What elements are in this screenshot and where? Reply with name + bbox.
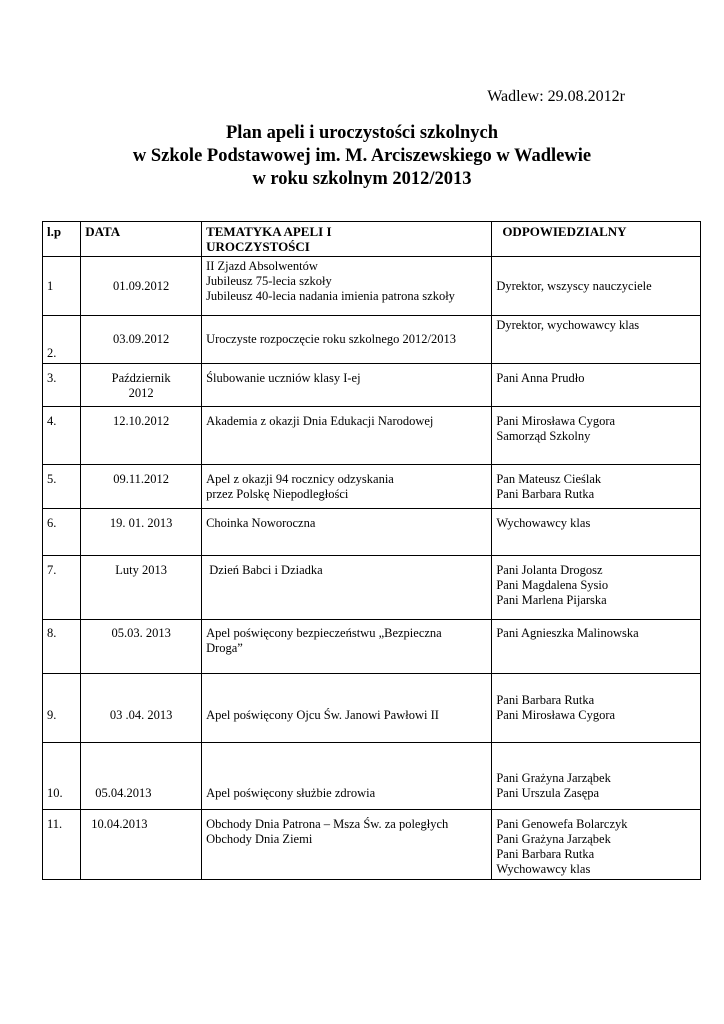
topic-line: Apel poświęcony służbie zdrowia <box>206 786 376 800</box>
cell-date <box>81 620 202 674</box>
cell-topic <box>202 509 492 556</box>
topic-line: Jubileusz 75-lecia szkoły <box>206 274 332 288</box>
topic-line: Droga” <box>206 641 243 655</box>
cell-lp: 7. <box>43 556 81 620</box>
cell-lp: 3. <box>43 364 81 407</box>
cell-topic <box>202 257 492 316</box>
cell-responsible <box>492 743 701 810</box>
responsible-line: Pani Genowefa Bolarczyk <box>496 817 628 831</box>
cell-date <box>81 743 202 810</box>
date-line: 09.11.2012 <box>113 472 170 486</box>
responsible-line: Wychowawcy klas <box>496 862 591 876</box>
header-responsible: ODPOWIEDZIALNY <box>492 222 701 257</box>
responsible-line: Pani Urszula Zasępa <box>496 786 600 800</box>
cell-topic <box>202 316 492 364</box>
events-table <box>42 221 701 880</box>
cell-lp: 2. <box>43 316 81 364</box>
date-line: 03 .04. 2013 <box>109 707 173 722</box>
date-line: 12.10.2012 <box>113 414 170 428</box>
table-row <box>43 620 701 674</box>
title-line: Plan apeli i uroczystości szkolnych <box>225 123 499 143</box>
date-line: 10.04.2013 <box>91 817 148 831</box>
cell-topic <box>202 407 492 465</box>
responsible-line: Pani Grażyna Jarząbek <box>496 832 611 846</box>
date-line: Luty 2013 <box>115 563 167 577</box>
cell-responsible <box>492 556 701 620</box>
topic-line: przez Polskę Niepodległości <box>206 487 349 501</box>
cell-responsible <box>492 509 701 556</box>
cell-date <box>81 509 202 556</box>
responsible-line: Pani Barbara Rutka <box>496 847 595 861</box>
responsible-line: Pani Mirosława Cygora <box>496 414 616 428</box>
topic-line: Uroczyste rozpoczęcie roku szkolnego 2012/2013 <box>206 332 456 346</box>
table-row <box>43 407 701 465</box>
date-line: 2012 <box>128 386 154 400</box>
table-row <box>43 674 701 743</box>
responsible-line: Pani Barbara Rutka <box>496 487 595 501</box>
cell-lp: 6. <box>43 509 81 556</box>
responsible-line: Wychowawcy klas <box>496 516 591 530</box>
table-row <box>43 465 701 509</box>
header-topic <box>202 222 492 257</box>
responsible-line: Pani Barbara Rutka <box>496 693 595 707</box>
cell-responsible <box>492 364 701 407</box>
date-line: 05.03. 2013 <box>111 626 171 640</box>
cell-topic <box>202 810 492 880</box>
cell-lp: 4. <box>43 407 81 465</box>
topic-line: Akademia z okazji Dnia Edukacji Narodowej <box>206 414 434 428</box>
date-line: 01.09.2012 <box>113 278 170 293</box>
responsible-line: Pani Grażyna Jarząbek <box>496 771 611 785</box>
responsible-line: Samorząd Szkolny <box>496 429 591 443</box>
table-row <box>43 316 701 364</box>
date-line: 03.09.2012 <box>113 332 170 346</box>
title-line: w Szkole Podstawowej im. M. Arciszewskiego w Wadlewie <box>132 146 592 166</box>
responsible-line: Pani Agnieszka Malinowska <box>496 626 639 640</box>
cell-date <box>81 257 202 316</box>
responsible-line: Dyrektor, wychowawcy klas <box>496 318 640 332</box>
topic-line: Apel poświęcony Ojcu Św. Janowi Pawłowi II <box>206 707 439 722</box>
cell-topic <box>202 674 492 743</box>
table-row <box>43 509 701 556</box>
table-row <box>43 810 701 880</box>
responsible-line: Dyrektor, wszyscy nauczyciele <box>496 278 652 293</box>
header-lp: l.p <box>43 222 81 257</box>
cell-date <box>81 556 202 620</box>
topic-line: Apel poświęcony bezpieczeństwu „Bezpieczna <box>206 626 442 640</box>
topic-line: II Zjazd Absolwentów <box>206 259 318 273</box>
date-line: 19. 01. 2013 <box>109 516 173 530</box>
cell-topic <box>202 620 492 674</box>
topic-line: Obchody Dnia Ziemi <box>206 832 313 846</box>
date-line: Październik <box>111 371 171 385</box>
table-header-row <box>43 222 701 257</box>
responsible-line: Pani Mirosława Cygora <box>496 708 616 722</box>
responsible-line: Pani Jolanta Drogosz <box>496 563 603 577</box>
cell-responsible <box>492 674 701 743</box>
table-row <box>43 257 701 316</box>
topic-line: Obchody Dnia Patrona – Msza Św. za poległych <box>206 817 449 831</box>
place-date: Wadlew: 29.08.2012r <box>487 88 625 105</box>
cell-topic <box>202 556 492 620</box>
cell-date <box>81 364 202 407</box>
cell-responsible <box>492 407 701 465</box>
cell-lp: 10. <box>43 743 81 810</box>
cell-date <box>81 407 202 465</box>
cell-responsible <box>492 316 701 364</box>
cell-lp: 1 <box>43 257 81 316</box>
document-title <box>0 122 724 191</box>
table-row <box>43 364 701 407</box>
title-line: w roku szkolnym 2012/2013 <box>252 169 472 189</box>
cell-topic <box>202 743 492 810</box>
cell-date <box>81 316 202 364</box>
cell-lp: 5. <box>43 465 81 509</box>
cell-lp: 9. <box>43 674 81 743</box>
cell-date <box>81 674 202 743</box>
cell-lp: 11. <box>43 810 81 880</box>
responsible-line: Pani Magdalena Sysio <box>496 578 609 592</box>
table-row <box>43 743 701 810</box>
cell-date <box>81 810 202 880</box>
cell-lp: 8. <box>43 620 81 674</box>
topic-line: Ślubowanie uczniów klasy I-ej <box>206 371 361 385</box>
header-topic-line: UROCZYSTOŚCI <box>206 239 310 254</box>
header-date: DATA <box>81 222 202 257</box>
topic-line: Choinka Noworoczna <box>206 516 316 530</box>
cell-responsible <box>492 465 701 509</box>
header-topic-line: TEMATYKA APELI I <box>206 224 332 239</box>
cell-date <box>81 465 202 509</box>
responsible-line: Pan Mateusz Cieślak <box>496 472 602 486</box>
cell-responsible <box>492 810 701 880</box>
cell-responsible <box>492 620 701 674</box>
topic-line: Dzień Babci i Dziadka <box>206 563 323 577</box>
topic-line: Apel z okazji 94 rocznicy odzyskania <box>206 472 394 486</box>
responsible-line: Pani Anna Prudło <box>496 371 585 385</box>
responsible-line: Pani Marlena Pijarska <box>496 593 607 607</box>
date-line: 05.04.2013 <box>95 786 152 800</box>
topic-line: Jubileusz 40-lecia nadania imienia patrona szkoły <box>206 289 455 303</box>
cell-topic <box>202 465 492 509</box>
table-row <box>43 556 701 620</box>
cell-responsible <box>492 257 701 316</box>
cell-topic <box>202 364 492 407</box>
